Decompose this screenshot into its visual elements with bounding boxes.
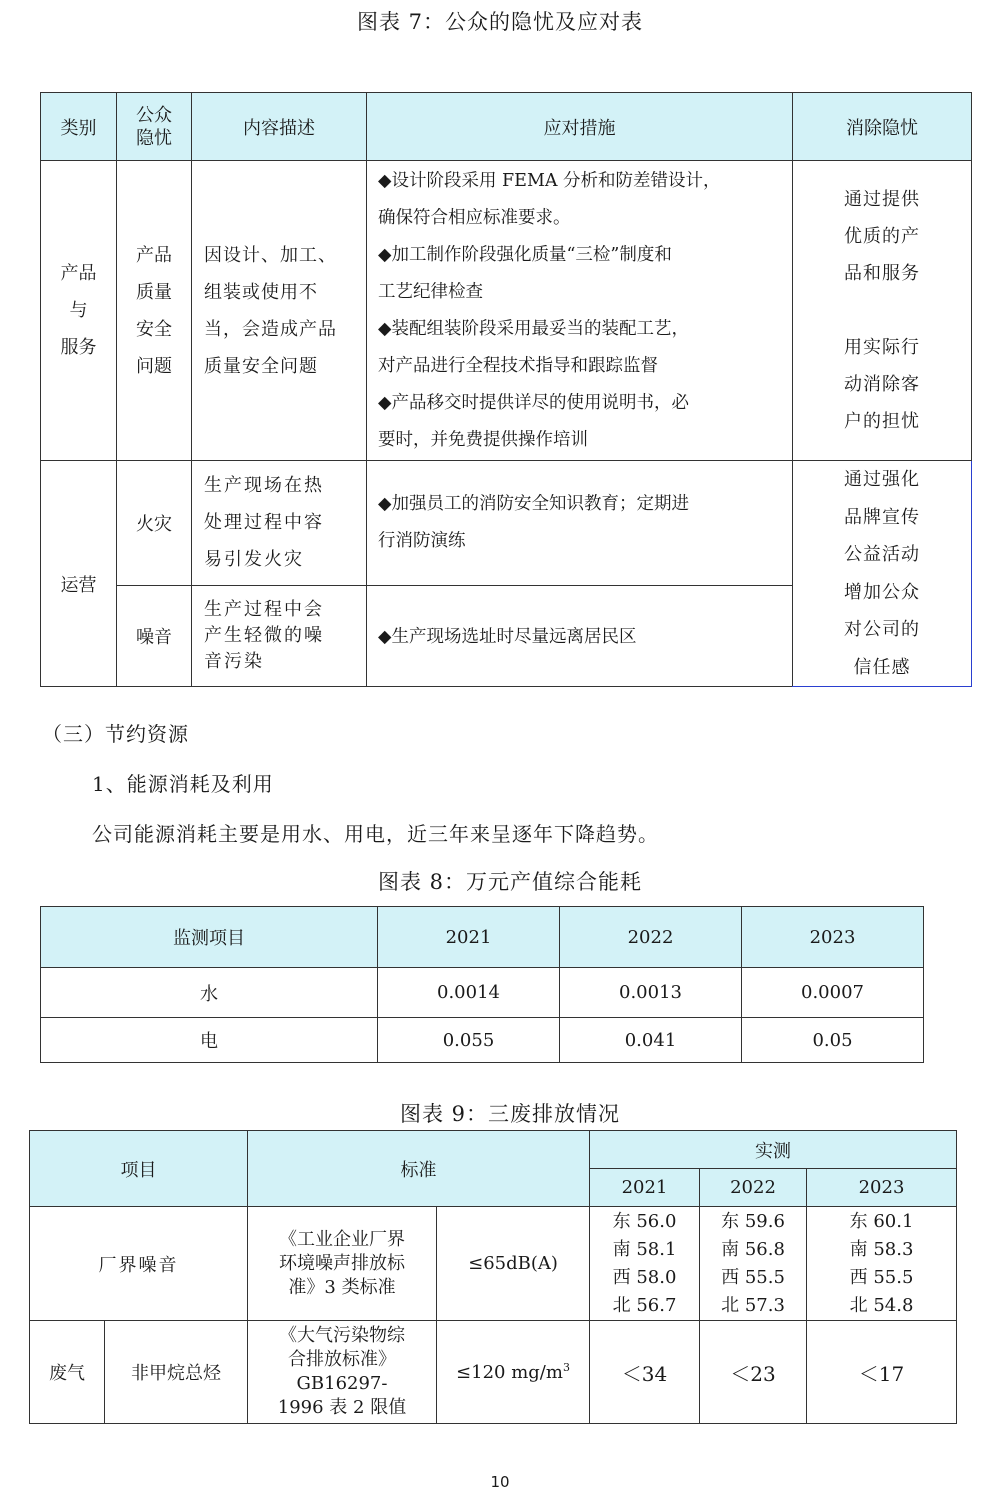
t7-fire-concern: 火灾 [117, 461, 192, 586]
t9-header-2023: 2023 [807, 1169, 957, 1207]
t9-header-2022: 2022 [700, 1169, 807, 1207]
t7-header-measures: 应对措施 [367, 93, 793, 161]
t7-header-remove: 消除隐忧 [793, 93, 972, 161]
t9-gas-limit: ≤120 $mg/m^3$ [437, 1321, 590, 1424]
section-heading: （三）节约资源 [42, 722, 189, 746]
t9-header-item: 项目 [30, 1131, 248, 1207]
t9-noise-limit: ≤65dB(A) [437, 1207, 590, 1321]
t9-gas-limit-sup: 3 [562, 1361, 570, 1374]
t9-noise-2023: 东 60.1 南 58.3 西 55.5 北 54.8 [807, 1207, 957, 1321]
t8-row-water-2023: 0.0007 [742, 968, 924, 1018]
t9-gas-2021: ＜34 [590, 1321, 700, 1424]
t7-noise-description: 生产过程中会 产生轻微的噪 音污染 [192, 585, 367, 686]
t9-noise-2022: 东 59.6 南 56.8 西 55.5 北 57.3 [700, 1207, 807, 1321]
t8-row-power-2021: 0.055 [378, 1018, 560, 1063]
t9-noise-2021: 东 56.0 南 58.1 西 58.0 北 56.7 [590, 1207, 700, 1321]
table8 [40, 906, 924, 1063]
page-number: 10 [490, 1473, 510, 1491]
t7-product-remove: 通过提供 优质的产 品和服务 用实际行 动消除客 户的担忧 [793, 161, 972, 461]
t8-row-water-label: 水 [41, 968, 378, 1018]
t9-gas-2022: ＜23 [700, 1321, 807, 1424]
t7-fire-description: 生产现场在热 处理过程中容 易引发火灾 [192, 461, 367, 586]
t9-header-measured: 实测 [590, 1131, 957, 1169]
t7-product-concern: 产品 质量 安全 问题 [117, 161, 192, 461]
t8-header-item: 监测项目 [41, 907, 378, 968]
section-subheading: 1、能源消耗及利用 [92, 772, 274, 796]
table7-caption: 图表 7：公众的隐忧及应对表 [356, 10, 644, 34]
t8-header-2022: 2022 [560, 907, 742, 968]
t9-header-standard: 标准 [248, 1131, 590, 1207]
t8-row-water-2021: 0.0014 [378, 968, 560, 1018]
t9-gas-category: 废气 [30, 1321, 105, 1424]
t8-row-water-2022: 0.0013 [560, 968, 742, 1018]
t8-row-power-2023: 0.05 [742, 1018, 924, 1063]
t7-product-description: 因设计、加工、 组装或使用不 当，会造成产品 质量安全问题 [192, 161, 367, 461]
section-text: 公司能源消耗主要是用水、用电，近三年来呈逐年下降趋势。 [92, 822, 659, 846]
table9-caption: 图表 9：三废排放情况 [399, 1102, 621, 1126]
t8-row-power-2022: 0.041 [560, 1018, 742, 1063]
table9 [29, 1130, 957, 1424]
t9-gas-standard: 《大气污染物综 合排放标准》 GB16297- 1996 表 2 限值 [248, 1321, 437, 1424]
t7-header-category: 类别 [41, 93, 117, 161]
t7-operation-category: 运营 [41, 461, 117, 687]
t7-product-measures: ◆设计阶段采用 FEMA 分析和防差错设计， 确保符合相应标准要求。 ◆加工制作阶段强化质量“三检”制度和 工艺纪律检查 ◆装配组装阶段采用最妥当的装配工艺， 对产品进行全程技术指导和跟踪监督 ◆产品移交时提供详尽的使用说明书，必 要时，并免费提供操作培训 [367, 161, 793, 461]
t7-header-concern: 公众 隐忧 [117, 93, 192, 161]
table8-caption: 图表 8：万元产值综合能耗 [377, 870, 643, 894]
t7-operation-remove: 通过强化 品牌宣传 公益活动 增加公众 对公司的 信任感 [793, 461, 972, 687]
t8-header-2021: 2021 [378, 907, 560, 968]
t9-noise-item: 厂界噪音 [30, 1207, 248, 1321]
t7-header-description: 内容描述 [192, 93, 367, 161]
t9-gas-2023: ＜17 [807, 1321, 957, 1424]
t8-header-2023: 2023 [742, 907, 924, 968]
t9-header-2021: 2021 [590, 1169, 700, 1207]
table7 [40, 92, 972, 687]
t8-row-power-label: 电 [41, 1018, 378, 1063]
t9-gas-item: 非甲烷总烃 [105, 1321, 248, 1424]
t7-product-category: 产品 与 服务 [41, 161, 117, 461]
t9-noise-standard: 《工业企业厂界 环境噪声排放标 准》3 类标准 [248, 1207, 437, 1321]
t7-fire-measures: ◆加强员工的消防安全知识教育；定期进 行消防演练 [367, 461, 793, 586]
t7-noise-measures: ◆生产现场选址时尽量远离居民区 [367, 585, 793, 686]
t7-noise-concern: 噪音 [117, 585, 192, 686]
